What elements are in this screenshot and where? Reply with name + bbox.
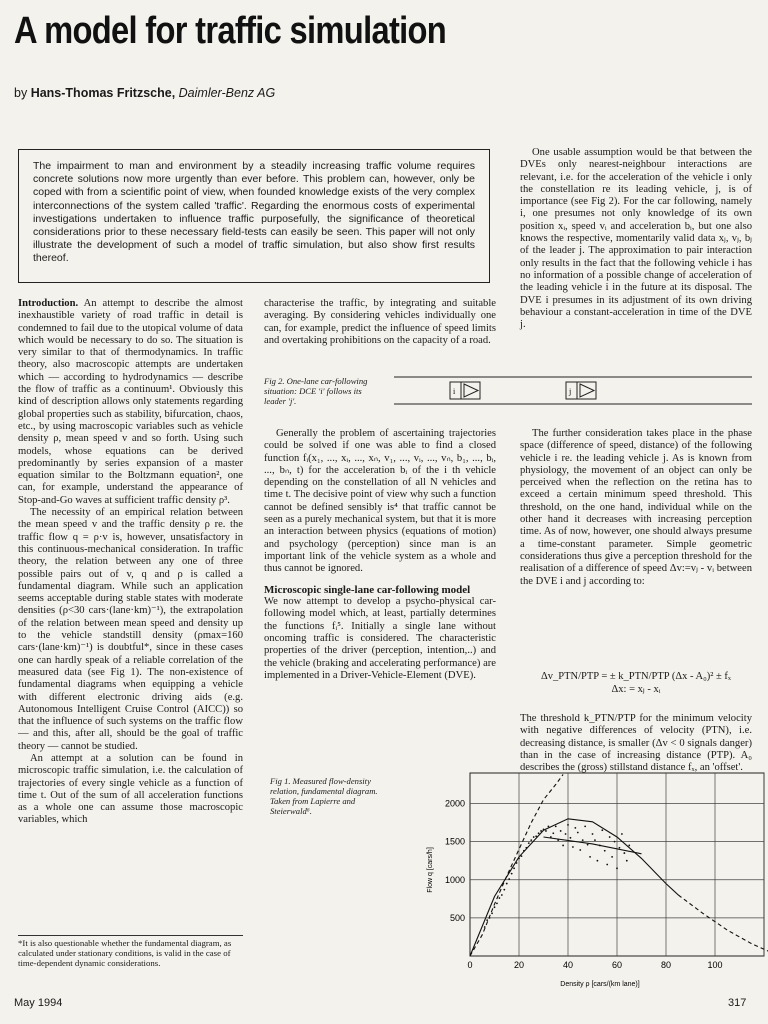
chart-x-axis-label: Density ρ [cars/(km lane)] [560, 981, 640, 988]
data-point [623, 852, 625, 854]
x-tick-label: 20 [513, 960, 525, 970]
dashed-curve [470, 775, 563, 957]
data-point [511, 873, 513, 875]
paragraph: An attempt at a solution can be found in microscopic traffic simulation, i.e. the calculation of trajectories of every single vehicle as a function of time t. Out of the sum of all acceleration functions as a whole one can assume those macroscopic variables, which [18, 752, 243, 826]
equation-threshold: Δv_PTN/PTP = ± k_PTN/PTP (Δx - A₀)² ± fₓ [541, 671, 731, 682]
data-point [572, 846, 574, 848]
y-tick-label: 2000 [444, 798, 465, 809]
data-point [513, 867, 515, 869]
data-point [516, 862, 518, 864]
data-point [543, 829, 545, 831]
data-point [606, 864, 608, 866]
data-point [611, 856, 613, 858]
x-tick-label: 40 [562, 960, 574, 970]
data-point [538, 832, 540, 834]
data-point [557, 839, 559, 841]
figure-1-chart [400, 770, 768, 990]
y-tick-label: 1500 [444, 836, 465, 847]
data-point [540, 830, 542, 832]
data-point [494, 906, 496, 908]
data-point [616, 867, 618, 869]
paragraph: One usable assumption would be that between the DVEs only nearest-neighbour interactions are relevant, i.e. for the acceleration of the vehicle i only the constellation re its leading vehicle, j, is of importance (see Fig 2). For the car following, namely i, one presumes not only knowledge of its own position xᵢ, speed vᵢ and acceleration bᵢ, but one also knows the respective, momentarily valid data xⱼ, vⱼ, bⱼ of the leader j. The approximation to pair interaction only results in the fact that the following vehicle i has no information of a possible change of acceleration of the leading vehicle i in the future at its disposal. The DVE i presumes in its adjustment of its own driving behaviour a constant-acceleration in time of the DVE j. [520, 147, 752, 331]
data-point [499, 897, 501, 899]
vehicle-i-icon [450, 382, 480, 399]
data-point [518, 858, 520, 860]
data-point [587, 844, 589, 846]
data-point [584, 825, 586, 827]
data-point [506, 883, 508, 885]
data-point [521, 855, 523, 857]
y-tick-label: 1000 [444, 874, 465, 885]
x-tick-label: 60 [611, 960, 623, 970]
byline-prefix: by [14, 86, 28, 100]
data-point [582, 839, 584, 841]
article-title: A model for traffic simulation [14, 10, 447, 52]
data-point [599, 845, 601, 847]
x-tick-label: 80 [660, 960, 672, 970]
page-number: 317 [728, 997, 747, 1009]
fundamental-curve [470, 819, 678, 956]
data-point [594, 839, 596, 841]
column-left [18, 298, 243, 827]
x-tick-label: 100 [707, 960, 723, 970]
x-tick-label: 0 [467, 960, 473, 970]
data-point [525, 847, 527, 849]
data-point [560, 830, 562, 832]
equation-distance: Δx: = xⱼ - xᵢ [611, 684, 661, 695]
data-point [503, 889, 505, 891]
dashed-curve [678, 895, 768, 951]
column-right [520, 428, 752, 588]
chart-x-ticks [467, 960, 722, 970]
abstract-box: The impairment to man and environment by a steadily increasing traffic volume requires concrete solutions now more urgently than ever before. This problem can, however, only be coped with from a scientific point of view, when founded knowledge exists of the very complex interconnections of the system called 'traffic'. Regarding the enormous costs of experimental investigations undertaken to influence traffic purposefully, the significance of theoretical considerations prior to these necessary field-tests can easily be seen. This paper will not only illustrate the development of such a model of traffic simulation, but also show first results thereof. [18, 149, 490, 283]
chart-series [470, 775, 768, 957]
data-point [577, 832, 579, 834]
chart-y-ticks [445, 799, 465, 923]
paragraph: Generally the problem of ascertaining trajectories could be solved if one was able to find a closed function fᵢ(x₁, ..., xᵢ, ..., xₙ, v₁, ..., vᵢ, ..., vₙ, b₁, ..., bᵢ, ..., bₙ, t) for the acceleration bᵢ of the i th vehicle depending on the constellation of all N vehicles and time t. The decisive point of view why such a function cannot be defined sensibly is⁴ that traffic cannot be seen as a purely mechanical system, but that it is more an interaction between physics (equations of motion) and psychology (perception) since man is an important link of the vehicle system as a whole and thus cannot be ignored. [264, 428, 496, 575]
figure-1-caption: Fig 1. Measured flow-density relation, fundamental diagram. Taken from Lapierre and Steierwald⁶. [270, 776, 378, 816]
paragraph: The necessity of an empirical relation between the mean speed v and the traffic density ρ re. the traffic flow q = ρ·v is, however, unsatisfactory in this continuous-mechanical consideration. In traffic theory, the relation between any one of three possible pairs out of v, q and ρ is called a fundamental diagram. While such an application seems acceptable during stable states with moderate densities (ρ<30 cars·(lane·km)⁻¹), the extrapolation of the relation between mean speed and density up to the vehicle standstill density (ρmax=160 cars·(lane·km)⁻¹) is doubtful*, since in these cases one can hardly speak of a reliable correlation of the measured data (see Fig 1). The non-existence of fundamental diagrams when equipping a vehicle with different electronic driving aids (e.g. Autonomous Intelligent Cruise Control (AICC)) so that the influence of such systems on the traffic flow — and this, after all, should be the goal of traffic theory — cannot be studied. [18, 507, 243, 752]
data-point [567, 824, 569, 826]
issue-date: May 1994 [14, 997, 63, 1009]
data-point [535, 835, 537, 837]
vehicle-j-icon [566, 382, 596, 399]
author-affiliation: Daimler-Benz AG [178, 86, 276, 100]
data-point [562, 845, 564, 847]
column-middle-top [264, 298, 496, 347]
data-point [486, 919, 488, 921]
data-point [570, 837, 572, 839]
paragraph: characterise the traffic, by integrating and suitable averaging. By considering vehicles individually one can, for example, predict the influence of speed limits and overtaking prohibitions on the capacity of a road. [264, 298, 496, 346]
data-point [489, 917, 491, 919]
data-point [604, 850, 606, 852]
data-point [530, 839, 532, 841]
section-subheading: Microscopic single-lane car-following model [264, 583, 471, 596]
data-point [548, 825, 550, 827]
data-point [628, 845, 630, 847]
figure-2-caption: Fig 2. One-lane car-following situation: DCE 'i' follows its leader 'j'. [264, 376, 368, 406]
data-point [592, 833, 594, 835]
y-tick-label: 500 [449, 912, 465, 923]
intro-text: An attempt to describe the almost inexhaustible variety of road traffic in detail is condemned to fail due to the utopical volume of data which would be necessary to do so. The situation is very similar to that of thermodynamics. In traffic theory, also macroscopic attempts are undertaken which — according to hydrodynamics — describe the flow of traffic as a continuum¹. Obviously this kind of description allows only statements regarding global properties such as stability, bifurcation, chaos, etc., by using macroscopic variables such as vehicle density ρ, mean speed v and so forth. Using such models, whose equations can be derived predominantly by series expansion of a master equation similar to the Boltzmann equation², one can, for example, understand the appearance of Stop-and-Go waves at sufficient traffic density ρ³. [18, 298, 243, 506]
author-name: Hans-Thomas Fritzsche, [30, 86, 176, 100]
paragraph: The threshold k_PTN/PTP for the minimum velocity with negative differences of velocity (PTN), i.e. decreasing distance, is smaller (Δv < 0 signals danger) than in the case of increasing distance (PTP). A₀ describes the (gross) stillstand distance fₓ, an 'offset'. [520, 713, 752, 774]
data-point [619, 847, 621, 849]
intro-heading: Introduction. [18, 298, 79, 309]
equation-block [520, 670, 752, 696]
data-point [523, 850, 525, 852]
data-point [565, 833, 567, 835]
data-point [621, 833, 623, 835]
paragraph: The further consideration takes place in the phase space (difference of speed, distance) of the following vehicle i re. the leading vehicle j. As is known from physiology, the movement of an object can only be perceived when the reflection on the retina has to exceed a certain minimum speed threshold. This threshold, on the one hand, individual while on the other hand it decreases with increasing perception time. As of now, however, one should always presume a time-constant parameter. Simple geometric considerations thus give a perception threshold for the realisation of a difference of speed Δv:=vⱼ - vᵢ between the DVE i and j according to: [520, 428, 752, 587]
data-point [484, 926, 486, 928]
data-point [545, 830, 547, 832]
vehicle-i-label: i [453, 387, 456, 396]
chart-points [484, 824, 630, 928]
data-point [555, 825, 557, 827]
column-right-top [520, 147, 752, 331]
paragraph-intro [18, 298, 243, 507]
data-point [601, 829, 603, 831]
data-point [508, 878, 510, 880]
vehicle-j-label: j [569, 387, 572, 396]
figure-2-diagram [394, 376, 752, 406]
footnote: *It is also questionable whether the fundamental diagram, as calculated under stationary conditions, is valid in the case of time-dependent dynamic considerations. [18, 935, 243, 969]
data-point [501, 894, 503, 896]
data-point [589, 856, 591, 858]
data-point [597, 860, 599, 862]
data-point [550, 836, 552, 838]
data-point [579, 849, 581, 851]
data-point [609, 836, 611, 838]
column-middle [264, 428, 496, 682]
paragraph: We now attempt to develop a psycho-physical car-following model which, at least, partially determines the functions fᵢ⁵. Initially a single lane without oncoming traffic is considered. The characteristic properties of the driver (perception, intention,..) and the vehicle (braking and accelerating performance) are implemented in a Driver-Vehicle-Element (DVE). [264, 596, 496, 681]
byline [14, 86, 275, 100]
data-point [533, 836, 535, 838]
data-point [528, 842, 530, 844]
data-point [496, 902, 498, 904]
data-point [574, 827, 576, 829]
data-point [614, 841, 616, 843]
chart-y-axis-label: Flow q [cars/h] [427, 847, 434, 893]
data-point [626, 860, 628, 862]
data-point [491, 912, 493, 914]
data-point [552, 832, 554, 834]
column-right-bottom [520, 713, 752, 774]
